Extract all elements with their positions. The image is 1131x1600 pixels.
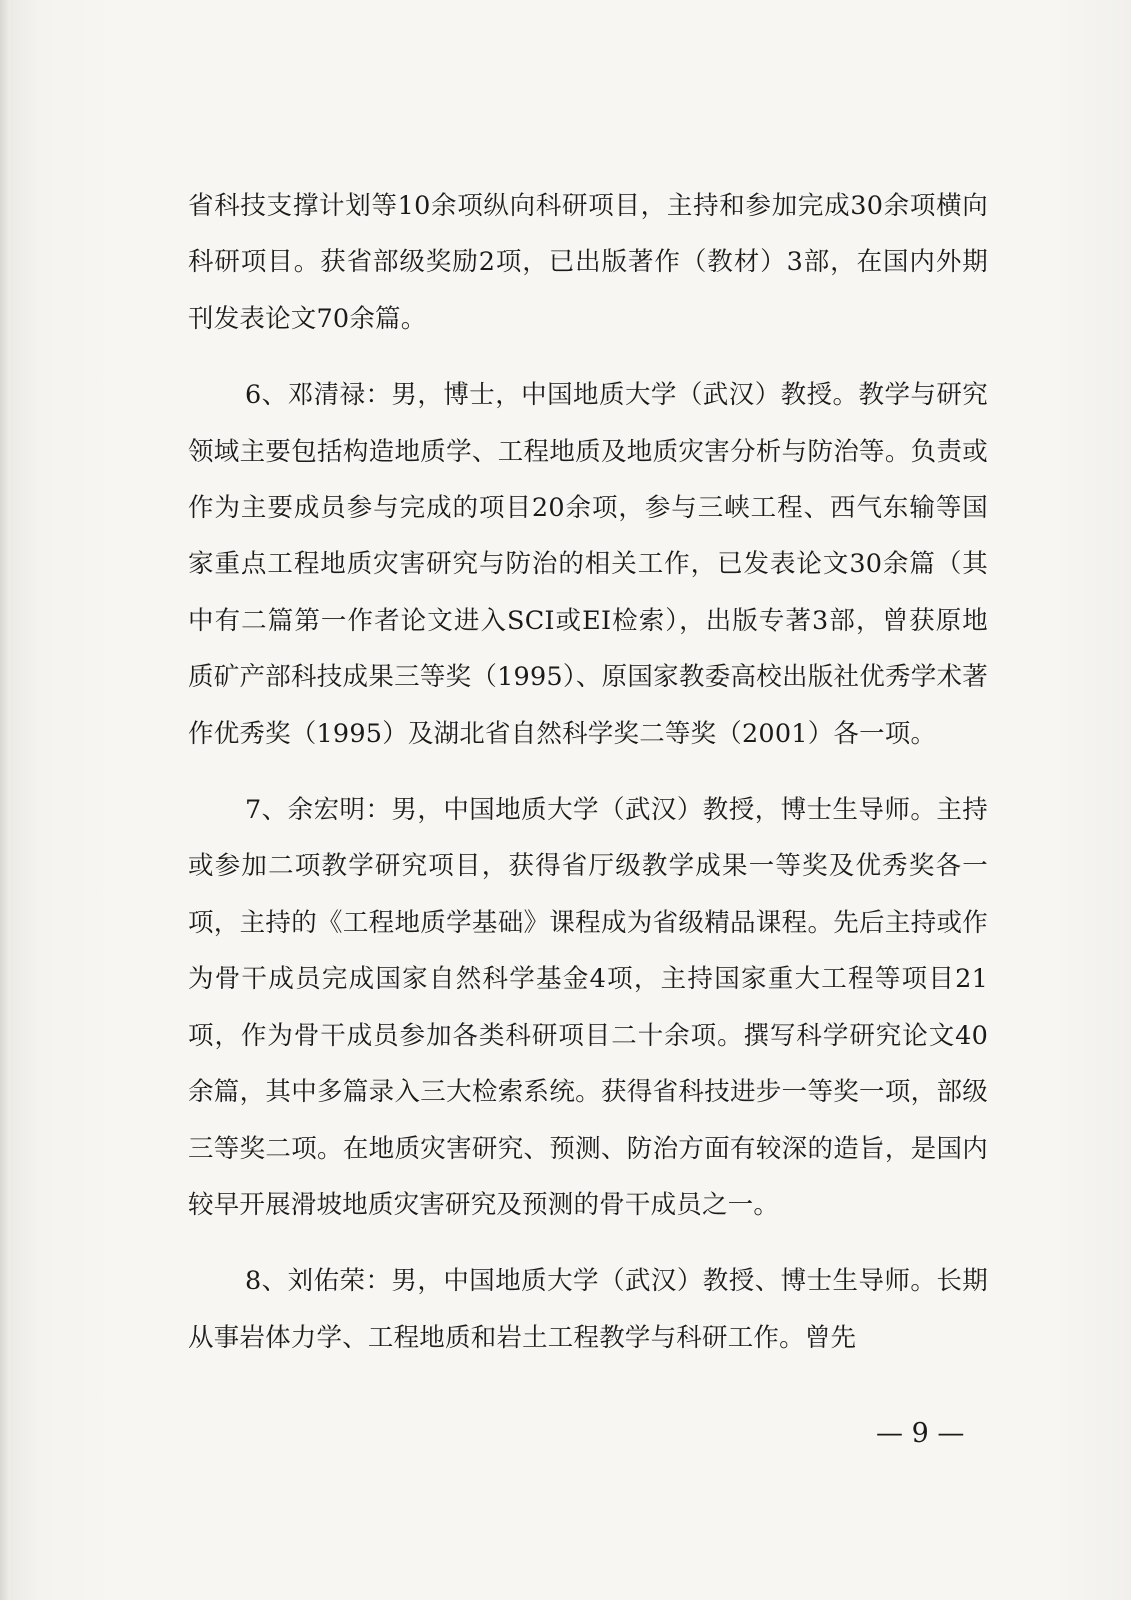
paragraph-6-deng-qinglu: 6、邓清禄：男，博士，中国地质大学（武汉）教授。教学与研究领域主要包括构造地质学、工程地质及地质灾害分析与防治等。负责或作为主要成员参与完成的项目20余项，参与三峡工程、西气东输等国家重点工程地质灾害研究与防治的相关工作，已发表论文30余篇（其中有二篇第一作者论文进入SCI或EI检索），出版专著3部，曾获原地质矿产部科技成果三等奖（1995）、原国家教委高校出版社优秀学术著作优秀奖（1995）及湖北省自然科学奖二等奖（2001）各一项。 [188,380,988,749]
paragraph-8-liu-yourong: 8、刘佑荣：男，中国地质大学（武汉）教授、博士生导师。长期从事岩体力学、工程地质和岩土工程教学与科研工作。曾先 [188,1266,988,1353]
paragraph-continued: 省科技支撑计划等10余项纵向科研项目，主持和参加完成30余项横向科研项目。获省部级奖励2项，已出版著作（教材）3部，在国内外期刊发表论文70余篇。 [188,191,988,334]
page-number: — 9 — [876,1418,965,1449]
page-left-edge [0,0,10,1600]
body-text [188,178,988,1386]
paragraph-7-yu-hongming: 7、余宏明：男，中国地质大学（武汉）教授，博士生导师。主持或参加二项教学研究项目，获得省厅级教学成果一等奖及优秀奖各一项，主持的《工程地质学基础》课程成为省级精品课程。先后主持或作为骨干成员完成国家自然科学基金4项，主持国家重大工程等项目21项，作为骨干成员参加各类科研项目二十余项。撰写科学研究论文40余篇，其中多篇录入三大检索系统。获得省科技进步一等奖一项，部级三等奖二项。在地质灾害研究、预测、防治方面有较深的造旨，是国内较早开展滑坡地质灾害研究及预测的骨干成员之一。 [188,795,988,1220]
